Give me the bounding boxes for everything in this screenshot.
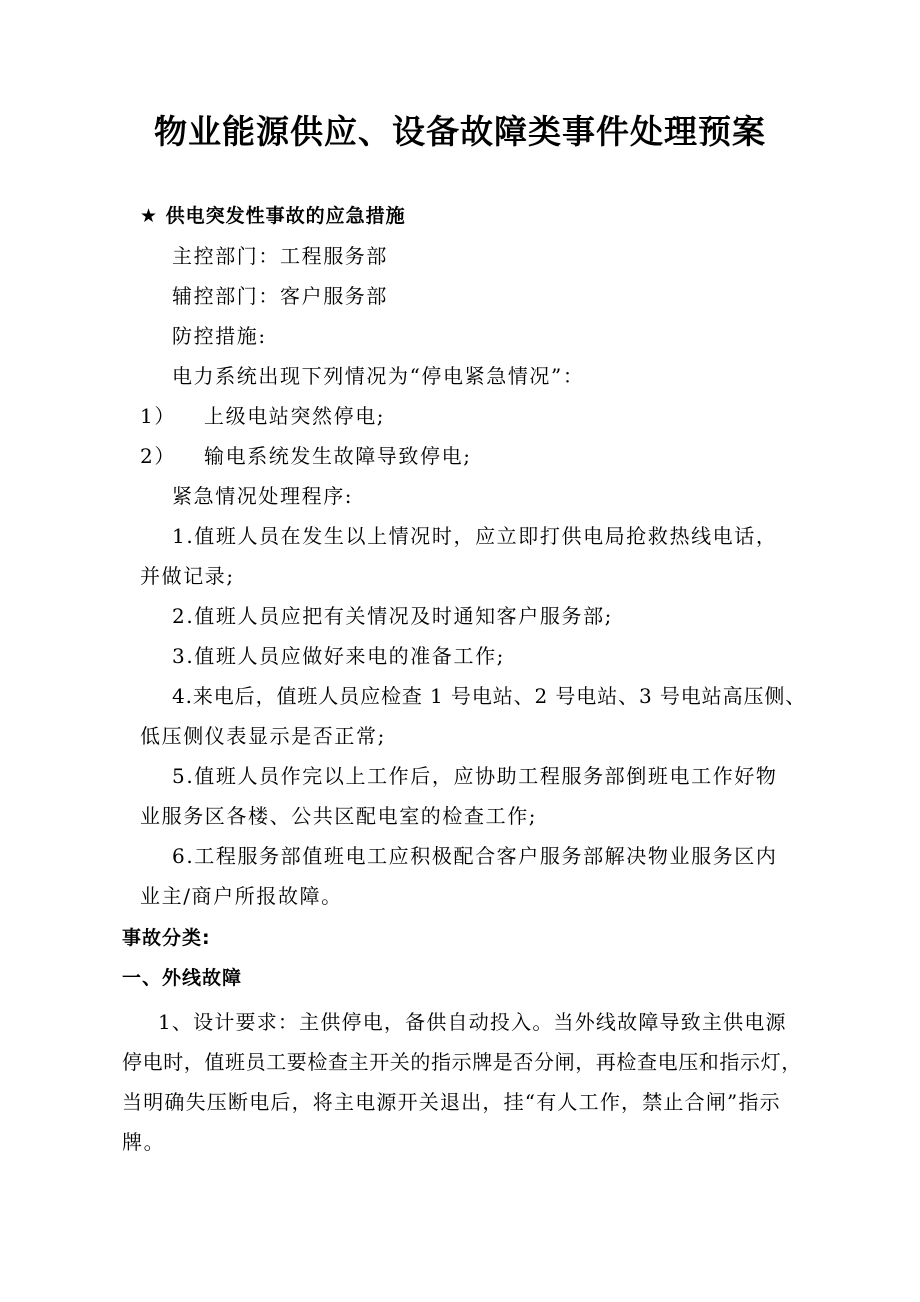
- situation-item: [140, 442, 472, 470]
- situation-text: 输电系统发生故障导致停电;: [204, 444, 472, 468]
- procedure-label: 紧急情况处理程序:: [172, 484, 354, 508]
- design-paragraph-line: 牌。: [122, 1130, 166, 1154]
- design-paragraph-line: 当明确失压断电后，将主电源开关退出，挂“有人工作，禁止合闸”指示: [122, 1090, 781, 1114]
- design-paragraph-line: 停电时，值班员工要检查主开关的指示牌是否分闸，再检查电压和指示灯，: [122, 1050, 802, 1074]
- procedure-line: 4.来电后，值班人员应检查 1 号电站、2 号电站、3 号电站高压侧、: [172, 684, 807, 708]
- procedure-line: 业服务区各楼、公共区配电室的检查工作;: [140, 804, 538, 828]
- procedure-line: 2.值班人员应把有关情况及时通知客户服务部;: [172, 604, 614, 628]
- procedure-line: 并做记录;: [140, 564, 235, 588]
- situation-item: [140, 402, 385, 430]
- document-title: 物业能源供应、设备故障类事件处理预案: [154, 112, 766, 151]
- procedure-line: 业主/商户所报故障。: [140, 884, 343, 908]
- situation-number: 1）: [140, 404, 176, 428]
- procedure-line: 6.工程服务部值班电工应积极配合客户服务部解决物业服务区内: [172, 844, 778, 868]
- procedure-line: 5.值班人员作完以上工作后，应协助工程服务部倒班电工作好物: [172, 764, 778, 788]
- situation-text: 上级电站突然停电;: [204, 404, 386, 428]
- procedure-line: 1.值班人员在发生以上情况时，应立即打供电局抢救热线电话，: [172, 524, 778, 548]
- procedure-line: 低压侧仪表显示是否正常;: [140, 724, 386, 748]
- procedure-line: 3.值班人员应做好来电的准备工作;: [172, 644, 506, 668]
- measures-label: 防控措施:: [172, 324, 267, 348]
- classification-heading: 事故分类:: [122, 927, 211, 949]
- situation-number: 2）: [140, 444, 176, 468]
- auxiliary-department: 辅控部门：客户服务部: [172, 284, 388, 308]
- section-heading: ★ 供电突发性事故的应急措施: [140, 205, 406, 227]
- outer-fault-heading: 一、外线故障: [122, 967, 243, 989]
- main-department: 主控部门：工程服务部: [172, 244, 388, 268]
- design-paragraph-line: 1、设计要求：主供停电，备供自动投入。当外线故障导致主供电源: [158, 1010, 787, 1034]
- situation-intro: 电力系统出现下列情况为“停电紧急情况”：: [172, 364, 585, 388]
